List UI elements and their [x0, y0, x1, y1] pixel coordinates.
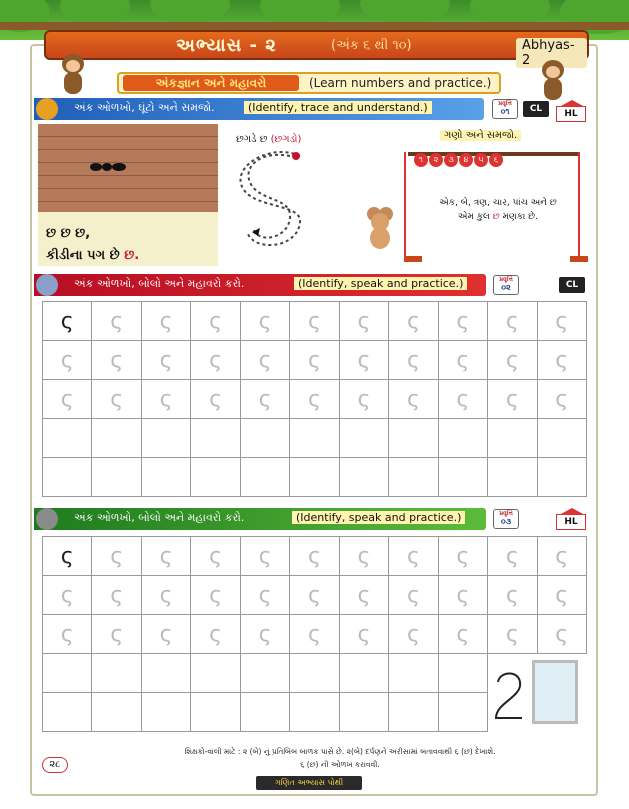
practice-glyph-cell[interactable]: ς [142, 615, 191, 654]
practice-glyph-cell[interactable]: ς [538, 380, 587, 419]
rhyme-line-2 [46, 248, 139, 263]
practice-glyph-cell[interactable]: ς [538, 576, 587, 615]
badge-number: ૦૧ [500, 107, 510, 116]
practice-empty-cell[interactable] [290, 654, 339, 693]
practice-glyph-cell[interactable]: ς [92, 615, 141, 654]
abacus-bead: ૧ [414, 153, 428, 167]
mouse-illustration [360, 206, 400, 250]
practice-glyph-cell[interactable]: ς [191, 576, 240, 615]
practice-empty-cell[interactable] [340, 419, 389, 458]
trace-label [236, 134, 301, 145]
practice-glyph-cell[interactable]: ς [191, 380, 240, 419]
section1-header [34, 98, 484, 120]
teacher-note-line2: ૬ (છ) ની ઓળખ કરાવવી. [300, 760, 380, 769]
page-subtitle: (અંક ૬ થી ૧૦) [331, 38, 412, 53]
tree-branch [0, 22, 629, 30]
count-text-line1: એક, બે, ત્રણ, ચાર, પાંચ અને છ [439, 198, 557, 208]
practice-glyph-cell[interactable]: ς [488, 615, 537, 654]
teacher-note [130, 745, 550, 771]
practice-empty-cell[interactable] [389, 419, 438, 458]
practice-grid-section2[interactable] [42, 301, 587, 497]
page-title: અભ્યાસ - ૨ [176, 35, 277, 56]
practice-glyph-cell[interactable]: ς [241, 341, 290, 380]
section1-instruction: અંક ઓળખો, ઘૂંટો અને સમજો. [74, 101, 215, 114]
practice-glyph-cell[interactable]: ς [241, 302, 290, 341]
abacus-bead: ૫ [474, 153, 488, 167]
practice-glyph-cell[interactable]: ς [43, 341, 92, 380]
rhyme-line-2-text: કીડીના પગ છે [46, 248, 125, 263]
badge-number: ૦૨ [501, 283, 511, 292]
teacher-note-line1: શિક્ષકો-વાલી માટે : ૨ (બે) નું પ્રતિબિંબ બાળક પાસે છે. ૨(બે) દર્પણને અરીસામાં બતાવવાથી ૬ (છ) દેખાશે. [184, 747, 496, 756]
practice-glyph-cell[interactable]: ς [290, 615, 339, 654]
practice-glyph-cell[interactable]: ς [290, 537, 339, 576]
practice-glyph-cell[interactable]: ς [92, 380, 141, 419]
practice-glyph-cell[interactable]: ς [43, 302, 92, 341]
topic-banner [117, 72, 501, 94]
practice-glyph-cell[interactable]: ς [191, 537, 240, 576]
practice-empty-cell[interactable] [439, 654, 488, 693]
practice-empty-cell[interactable] [43, 693, 92, 732]
practice-glyph-cell[interactable]: ς [43, 537, 92, 576]
practice-glyph-cell[interactable]: ς [488, 537, 537, 576]
practice-empty-cell[interactable] [241, 419, 290, 458]
section1-hl-box: HL [556, 106, 586, 122]
practice-empty-cell[interactable] [340, 693, 389, 732]
section1-english: (Identify, trace and understand.) [244, 101, 432, 114]
practice-glyph-cell[interactable]: ς [92, 576, 141, 615]
practice-glyph-cell[interactable]: ς [191, 341, 240, 380]
section3-header [34, 508, 486, 530]
count-text-line2b: મણકા છે. [499, 212, 538, 222]
practice-empty-cell[interactable] [389, 654, 438, 693]
practice-glyph-cell[interactable]: ς [290, 380, 339, 419]
practice-glyph-cell[interactable]: ς [389, 576, 438, 615]
practice-empty-cell[interactable] [142, 693, 191, 732]
practice-empty-cell[interactable] [191, 654, 240, 693]
practice-empty-cell[interactable] [538, 458, 587, 497]
lion-icon [36, 98, 58, 120]
practice-glyph-cell[interactable]: ς [43, 615, 92, 654]
abacus-bead: ૨ [429, 153, 443, 167]
practice-empty-cell[interactable] [142, 458, 191, 497]
book-title-footer: ગણિત અભ્યાસ પોથી [256, 776, 362, 790]
page-number: ૨૮ [42, 757, 68, 773]
title-bar [44, 30, 589, 68]
practice-empty-cell[interactable] [290, 458, 339, 497]
practice-empty-cell[interactable] [488, 458, 537, 497]
section2-instruction: અંક ઓળખો, બોલો અને મહાવરો કરો. [74, 277, 245, 290]
section3-english: (Identify, speak and practice.) [292, 511, 465, 524]
practice-glyph-cell[interactable]: ς [389, 380, 438, 419]
practice-empty-cell[interactable] [389, 693, 438, 732]
practice-empty-cell[interactable] [191, 419, 240, 458]
practice-empty-cell[interactable] [439, 693, 488, 732]
badge-label: પ્રવૃત્તિ [499, 510, 513, 517]
practice-glyph-cell[interactable]: ς [142, 380, 191, 419]
section2-activity-badge [493, 275, 519, 295]
ant-icon [90, 160, 130, 174]
practice-glyph-cell[interactable]: ς [488, 302, 537, 341]
practice-empty-cell[interactable] [43, 654, 92, 693]
practice-glyph-cell[interactable]: ς [290, 576, 339, 615]
practice-glyph-cell[interactable]: ς [488, 576, 537, 615]
practice-glyph-cell[interactable]: ς [439, 537, 488, 576]
practice-glyph-cell[interactable]: ς [389, 302, 438, 341]
practice-empty-cell[interactable] [389, 458, 438, 497]
practice-glyph-cell[interactable]: ς [241, 380, 290, 419]
practice-glyph-cell[interactable]: ς [340, 341, 389, 380]
practice-glyph-cell[interactable]: ς [290, 302, 339, 341]
abacus-bead: ૬ [489, 153, 503, 167]
section3-instruction: અંક ઓળખો, બોલો અને મહાવરો કરો. [74, 511, 245, 524]
section3-hl-box: HL [556, 514, 586, 530]
practice-glyph-cell[interactable]: ς [439, 341, 488, 380]
badge-label: પ્રવૃત્તિ [499, 276, 513, 283]
practice-empty-cell[interactable] [241, 693, 290, 732]
topic-banner-english: (Learn numbers and practice.) [309, 76, 492, 90]
rhyme-line-2-highlight: છ. [124, 248, 140, 263]
section2-header [34, 274, 486, 296]
practice-glyph-cell[interactable]: ς [92, 537, 141, 576]
section3-activity-badge [493, 509, 519, 529]
practice-empty-cell[interactable] [290, 693, 339, 732]
practice-glyph-cell[interactable]: ς [389, 615, 438, 654]
trace-label-text: છગડે છ [236, 134, 271, 145]
practice-empty-cell[interactable] [191, 458, 240, 497]
practice-empty-cell[interactable] [43, 419, 92, 458]
practice-empty-cell[interactable] [43, 458, 92, 497]
rhyme-line-1: છ છ છ, [46, 226, 91, 241]
practice-glyph-cell[interactable]: ς [340, 615, 389, 654]
practice-glyph-cell[interactable]: ς [142, 302, 191, 341]
practice-glyph-cell[interactable]: ς [43, 380, 92, 419]
practice-glyph-cell[interactable]: ς [340, 302, 389, 341]
section1-activity-badge [492, 99, 518, 119]
practice-glyph-cell[interactable]: ς [43, 576, 92, 615]
monkey-left-illustration [50, 50, 96, 102]
practice-glyph-cell[interactable]: ς [340, 380, 389, 419]
section1-cl-box: CL [523, 101, 549, 117]
trace-label-highlight: (છગડો) [270, 134, 302, 145]
practice-glyph-cell[interactable]: ς [439, 576, 488, 615]
practice-glyph-cell[interactable]: ς [439, 615, 488, 654]
practice-empty-cell[interactable] [488, 419, 537, 458]
exercise-tag: Abhyas-2 [516, 38, 587, 68]
practice-glyph-cell[interactable]: ς [538, 302, 587, 341]
practice-glyph-cell[interactable]: ς [92, 341, 141, 380]
count-description [416, 196, 580, 224]
practice-empty-cell[interactable] [538, 419, 587, 458]
count-title: ગણો અને સમજો. [440, 130, 521, 141]
numeral-two-outline [488, 668, 528, 724]
practice-glyph-cell[interactable]: ς [191, 302, 240, 341]
practice-glyph-cell[interactable]: ς [488, 380, 537, 419]
practice-glyph-cell[interactable]: ς [142, 576, 191, 615]
practice-empty-cell[interactable] [92, 693, 141, 732]
abacus-bead: ૪ [459, 153, 473, 167]
badge-label: પ્રવૃત્તિ [498, 100, 512, 107]
practice-empty-cell[interactable] [241, 458, 290, 497]
practice-glyph-cell[interactable]: ς [241, 615, 290, 654]
practice-glyph-cell[interactable]: ς [439, 302, 488, 341]
practice-empty-cell[interactable] [92, 654, 141, 693]
mirror-illustration [532, 660, 578, 724]
practice-empty-cell[interactable] [340, 654, 389, 693]
practice-glyph-cell[interactable]: ς [538, 615, 587, 654]
practice-glyph-cell[interactable]: ς [241, 537, 290, 576]
count-text-line2a: એમ કુલ [457, 212, 493, 222]
practice-empty-cell[interactable] [142, 419, 191, 458]
practice-empty-cell[interactable] [241, 654, 290, 693]
abacus-bead: ૩ [444, 153, 458, 167]
abacus-base-right [570, 256, 588, 262]
practice-empty-cell[interactable] [92, 419, 141, 458]
practice-glyph-cell[interactable]: ς [191, 615, 240, 654]
practice-glyph-cell[interactable]: ς [538, 537, 587, 576]
practice-glyph-cell[interactable]: ς [340, 576, 389, 615]
count-text-highlight: છ [492, 212, 500, 222]
practice-empty-cell[interactable] [191, 693, 240, 732]
practice-empty-cell[interactable] [439, 419, 488, 458]
trace-six-figure[interactable] [230, 148, 330, 258]
practice-glyph-cell[interactable]: ς [142, 341, 191, 380]
practice-glyph-cell[interactable]: ς [340, 537, 389, 576]
practice-glyph-cell[interactable]: ς [389, 341, 438, 380]
practice-glyph-cell[interactable]: ς [488, 341, 537, 380]
abacus-pole-left [404, 152, 408, 260]
practice-empty-cell[interactable] [290, 419, 339, 458]
badge-number: ૦૩ [500, 517, 512, 526]
practice-glyph-cell[interactable]: ς [241, 576, 290, 615]
topic-banner-gujarati: અંકજ્ઞાન અને મહાવરો [123, 75, 299, 91]
practice-empty-cell[interactable] [142, 654, 191, 693]
practice-empty-cell[interactable] [340, 458, 389, 497]
practice-glyph-cell[interactable]: ς [92, 302, 141, 341]
practice-empty-cell[interactable] [92, 458, 141, 497]
section2-english: (Identify, speak and practice.) [294, 277, 467, 290]
practice-empty-cell[interactable] [439, 458, 488, 497]
practice-glyph-cell[interactable]: ς [142, 537, 191, 576]
practice-glyph-cell[interactable]: ς [538, 341, 587, 380]
rhino-icon [36, 508, 58, 530]
section2-cl-box: CL [559, 277, 585, 293]
elephant-icon [36, 274, 58, 296]
practice-glyph-cell[interactable]: ς [290, 341, 339, 380]
practice-glyph-cell[interactable]: ς [439, 380, 488, 419]
abacus-base-left [404, 256, 422, 262]
practice-glyph-cell[interactable]: ς [389, 537, 438, 576]
